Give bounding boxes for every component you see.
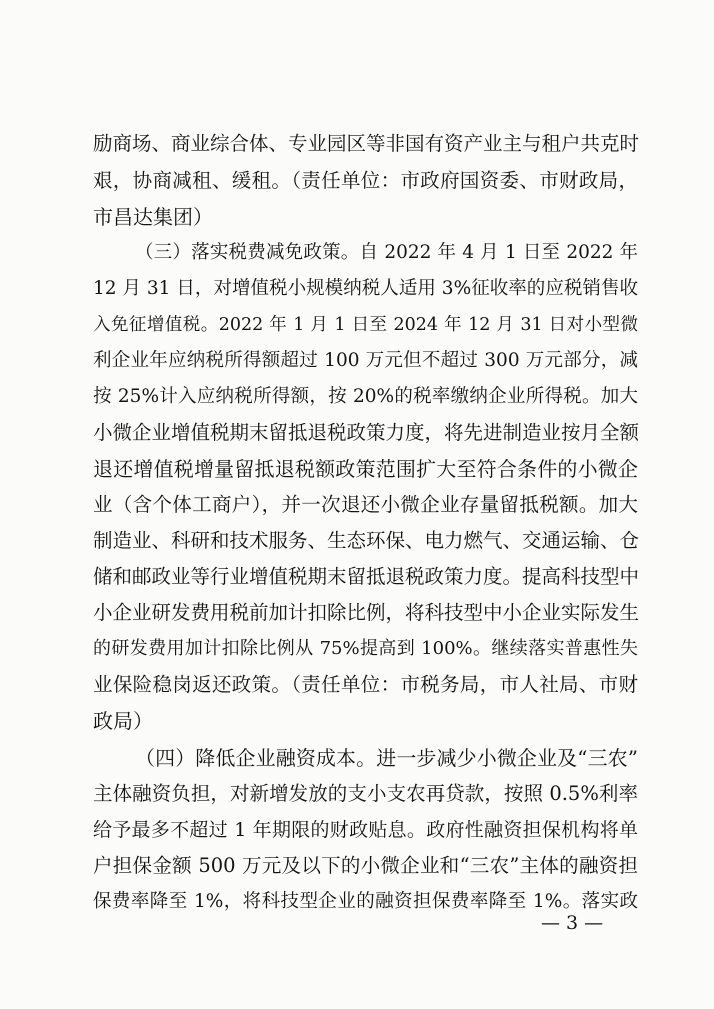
- body-text-line: 的研发费用加计扣除比例从 75%提高到 100%。继续落实普惠性失: [93, 638, 638, 659]
- body-text-line: 储和邮政业等行业增值税期末留抵退税政策力度。提高科技型中: [93, 565, 640, 588]
- body-text-line: 小企业研发费用税前加计扣除比例，将科技型中小企业实际发生: [93, 601, 640, 624]
- body-text-line: 市昌达集团）: [93, 205, 213, 229]
- body-text-line: 户担保金额 500 万元及以下的小微企业和“三农”主体的融资担: [93, 854, 638, 877]
- body-text-line: 小微企业增值税期末留抵退税政策力度，将先进制造业按月全额: [93, 421, 640, 444]
- body-text-line: 12 月 31 日，对增值税小规模纳税人适用 3%征收率的应税销售收: [93, 278, 638, 299]
- body-text-line: 业（含个体工商户），并一次退还小微企业存量留抵税额。加大: [93, 493, 638, 516]
- section-heading-line: （三）落实税费减免政策。自 2022 年 4 月 1 日至 2022 年: [135, 242, 638, 263]
- body-text-line: 主体融资负担，对新增发放的支小支农再贷款，按照 0.5%利率: [93, 782, 638, 805]
- page-number: — 3 —: [541, 912, 604, 934]
- body-text-line: 制造业、科研和技术服务、生态环保、电力燃气、交通运输、仓: [93, 529, 640, 552]
- body-text-line: 退还增值税增量留抵退税额政策范围扩大至符合条件的小微企: [93, 457, 638, 481]
- body-text-line: 业保险稳岗返还政策。（责任单位：市税务局，市人社局、市财: [93, 673, 638, 696]
- body-text-line: 艰，协商减租、缓租。（责任单位：市政府国资委、市财政局，: [93, 169, 638, 192]
- body-text-line: 给予最多不超过 1 年期限的财政贴息。政府性融资担保机构将单: [93, 819, 638, 841]
- body-text-line: 入免征增值税。2022 年 1 月 1 日至 2024 年 12 月 31 日对小型微: [93, 315, 638, 335]
- body-text-line: 按 25%计入应纳税所得额，按 20%的税率缴纳企业所得税。加大: [93, 386, 638, 407]
- body-text-line: 政局）: [93, 709, 153, 733]
- body-text-line: 保费率降至 1%，将科技型企业的融资担保费率降至 1%。落实政: [93, 891, 638, 912]
- body-text-line: 励商场、商业综合体、专业园区等非国有资产业主与租户共克时: [93, 132, 640, 155]
- section-heading-line: （四）降低企业融资成本。进一步减少小微企业及“三农”: [135, 746, 638, 770]
- body-text-line: 利企业年应纳税所得额超过 100 万元但不超过 300 万元部分，减: [93, 350, 638, 371]
